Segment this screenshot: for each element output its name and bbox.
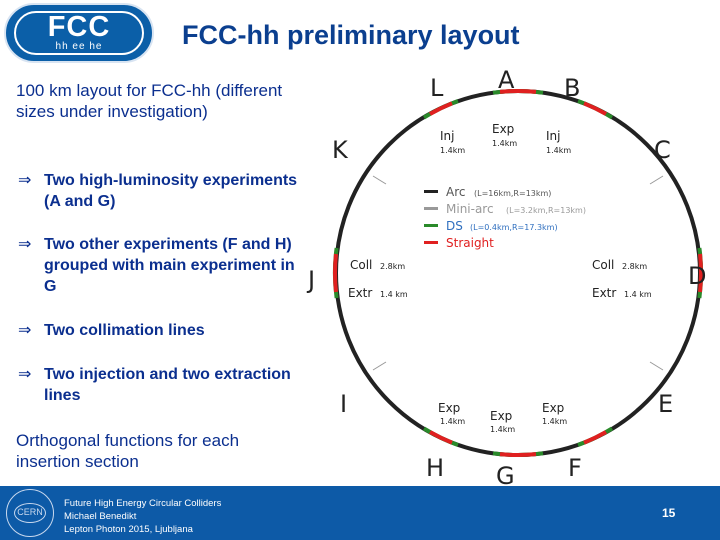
label-extr-left-length: 1.4 km: [380, 290, 408, 299]
label-exp-a-length: 1.4km: [492, 139, 518, 148]
fcc-logo: [4, 3, 154, 63]
straight-section-l: [424, 101, 458, 118]
outro-text: Orthogonal functions for each insertion section: [16, 431, 240, 471]
label-exp-g-length: 1.4km: [490, 425, 516, 434]
ring-arc: [336, 91, 700, 455]
bullet-text: Two other experiments (F and H) grouped with main experiment in G: [44, 236, 295, 295]
point-label-e: E: [658, 390, 674, 418]
label-inj-left-length: 1.4km: [440, 146, 466, 155]
label-extr-right: Extr: [592, 286, 617, 300]
straight-section-g: [493, 453, 543, 455]
intro-text: 100 km layout for FCC-hh (different sizes under investigation): [16, 81, 283, 121]
implies-arrow-icon: ⇒: [18, 236, 32, 253]
legend-item-straight: [424, 236, 494, 250]
header: [0, 0, 720, 68]
point-label-b: B: [564, 74, 581, 102]
logo-sub-text: hh ee he: [55, 41, 103, 52]
point-label-k: K: [332, 136, 348, 164]
implies-arrow-icon: ⇒: [18, 322, 32, 339]
legend-label: DS: [446, 219, 463, 233]
footer-text: [64, 497, 221, 536]
legend-swatch: [424, 224, 438, 227]
legend-detail: (L=0.4km,R=17.3km): [470, 223, 558, 232]
legend-detail: (L=3.2km,R=13km): [506, 206, 586, 215]
logo-main-text: FCC: [47, 11, 111, 43]
label-inj-right-length: 1.4km: [546, 146, 572, 155]
label-extr-right-length: 1.4 km: [624, 290, 652, 299]
legend-label: Straight: [446, 236, 494, 250]
label-coll-left-length: 2.8km: [380, 262, 406, 271]
label-exp-h: Exp: [438, 401, 461, 415]
legend-label: Arc: [446, 185, 466, 199]
legend-detail: (L=16km,R=13km): [474, 189, 552, 198]
straight-section-f: [578, 429, 612, 446]
footer-line: Lepton Photon 2015, Ljubljana: [64, 524, 193, 535]
bullet-text: Two collimation lines: [44, 322, 205, 339]
legend-item-ds: [424, 219, 558, 233]
label-exp-h-length: 1.4km: [440, 417, 466, 426]
legend-swatch: [424, 190, 438, 193]
footer-line: Future High Energy Circular Colliders: [64, 498, 222, 509]
straight-section-h: [424, 429, 458, 446]
label-exp-f: Exp: [542, 401, 565, 415]
legend-item-mini-arc: [424, 202, 586, 216]
point-label-i: I: [340, 390, 348, 418]
implies-arrow-icon: ⇒: [18, 172, 32, 189]
straight-section-j: [335, 248, 337, 298]
bullet-text: Two high-luminosity experiments (A and G): [44, 172, 298, 210]
cern-logo-text: CERN: [17, 507, 43, 517]
label-extr-left: Extr: [348, 286, 373, 300]
legend-swatch: [424, 207, 438, 210]
label-inj-left: Inj: [440, 129, 455, 143]
point-label-f: F: [568, 454, 582, 482]
straight-section-b: [578, 101, 612, 118]
label-exp-a: Exp: [492, 122, 515, 136]
legend-label: Mini-arc: [446, 202, 494, 216]
label-exp-f-length: 1.4km: [542, 417, 568, 426]
slide-title: FCC-hh preliminary layout: [182, 20, 520, 50]
bullet-text: Two injection and two extraction lines: [44, 366, 291, 404]
point-label-d: D: [688, 262, 707, 290]
page-number: 15: [662, 506, 676, 520]
legend-item-arc: [424, 185, 551, 199]
point-label-h: H: [426, 454, 445, 482]
footer: [0, 486, 720, 540]
point-label-l: L: [430, 74, 444, 102]
footer-line: Michael Benedikt: [64, 511, 137, 522]
ring-layout-diagram: [300, 66, 720, 486]
cern-logo: [6, 489, 54, 537]
point-label-j: J: [308, 266, 316, 294]
label-coll-right-length: 2.8km: [622, 262, 648, 271]
label-exp-g: Exp: [490, 409, 513, 423]
implies-arrow-icon: ⇒: [18, 366, 32, 383]
point-label-a: A: [498, 66, 515, 94]
label-coll-right: Coll: [592, 258, 615, 272]
label-inj-right: Inj: [546, 129, 561, 143]
label-coll-left: Coll: [350, 258, 373, 272]
point-label-c: C: [654, 136, 671, 164]
legend: [424, 185, 586, 250]
point-label-g: G: [496, 462, 515, 486]
legend-swatch: [424, 241, 438, 244]
